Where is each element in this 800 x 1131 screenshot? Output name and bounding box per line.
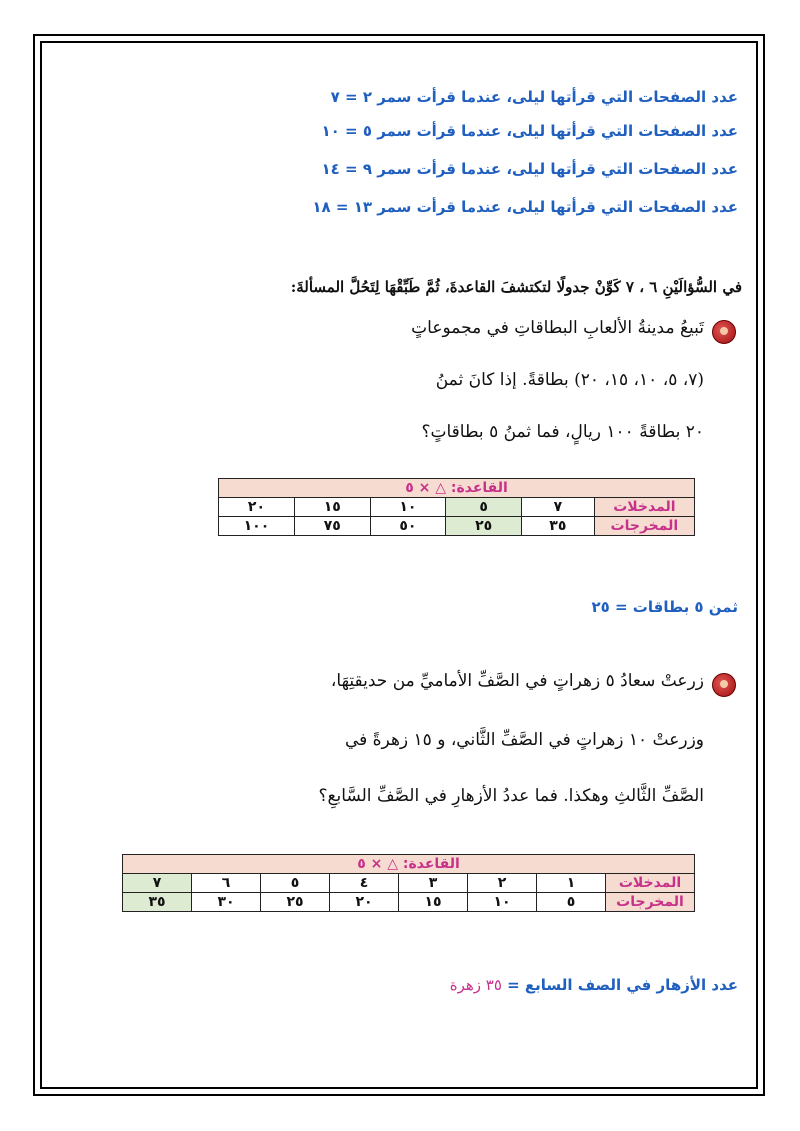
- q6-output-cell: ١٠٠: [219, 517, 295, 536]
- q6-output-cell: ٥٠: [370, 517, 446, 536]
- q7-line-2: وزرعتْ ١٠ زهراتٍ في الصَّفِّ الثَّاني، و ١٥ زهرةً في: [344, 730, 704, 750]
- q6-output-cell: ٣٥: [521, 517, 594, 536]
- q7-rule-table: [122, 854, 695, 912]
- q6-line-2: (٧، ٥، ١٠، ١٥، ٢٠) بطاقةً. إذا كانَ ثمنُ: [435, 370, 704, 390]
- q7-rule-header: القاعدة: △ × ٥: [123, 855, 695, 874]
- q7-input-cell: ٧: [123, 874, 192, 893]
- q6-input-cell: ١٥: [294, 498, 370, 517]
- q7-input-cell: ٥: [261, 874, 330, 893]
- q7-output-cell: ٥: [537, 893, 606, 912]
- q7-line-3: الصَّفِّ الثَّالثِ وهكذا. فما عددُ الأزهارِ في الصَّفِّ السَّابعِ؟: [318, 786, 704, 806]
- q7-answer: [450, 976, 738, 994]
- answer-line-4: عدد الصفحات التي قرأتها ليلى، عندما قرأت سمر ١٣ = ١٨: [312, 198, 738, 216]
- q6-answer: ثمن ٥ بطاقات = ٢٥: [591, 598, 738, 616]
- q6-outputs-label: المخرجات: [594, 517, 694, 536]
- q7-output-cell: ١٥: [399, 893, 468, 912]
- q7-input-cell: ١: [537, 874, 606, 893]
- q7-input-cell: ٢: [468, 874, 537, 893]
- q6-inputs-label: المدخلات: [594, 498, 694, 517]
- question-7-bullet-icon: [712, 673, 736, 697]
- q6-input-cell: ١٠: [370, 498, 446, 517]
- q7-answer-text: عدد الأزهار في الصف السابع =: [501, 976, 738, 994]
- question-6-bullet-icon: [712, 320, 736, 344]
- instruction-text: في السُّؤالَيْنِ ٦ ، ٧ كَوِّنْ جدولًا لتكتشفَ القاعدةَ، ثُمَّ طَبِّقْهَا لِتَحُلَّ المسألةَ:: [290, 278, 742, 296]
- answer-line-1: عدد الصفحات التي قرأتها ليلى، عندما قرأت سمر ٢ = ٧: [330, 88, 738, 106]
- q7-inputs-label: المدخلات: [606, 874, 695, 893]
- q6-rule-header: القاعدة: △ × ٥: [219, 479, 695, 498]
- q7-output-cell: ١٠: [468, 893, 537, 912]
- q7-answer-value: ٣٥ زهرة: [449, 976, 502, 994]
- q6-output-cell: ٧٥: [294, 517, 370, 536]
- q7-input-cell: ٤: [330, 874, 399, 893]
- q6-line-1: تَبيعُ مدينةُ الألعابِ البطاقاتِ في مجموعاتٍ: [411, 318, 704, 338]
- q7-output-cell: ٢٥: [261, 893, 330, 912]
- q6-rule-table: [218, 478, 695, 536]
- q7-line-1: زرعتْ سعادُ ٥ زهراتٍ في الصَّفِّ الأماميِّ من حديقتِهَا،: [330, 671, 704, 691]
- q7-output-cell: ٣٥: [123, 893, 192, 912]
- q7-output-cell: ٣٠: [192, 893, 261, 912]
- q6-output-cell: ٢٥: [446, 517, 522, 536]
- q6-input-cell: ٢٠: [219, 498, 295, 517]
- q7-outputs-label: المخرجات: [606, 893, 695, 912]
- q6-line-3: ٢٠ بطاقةً ١٠٠ ريالٍ، فما ثمنُ ٥ بطاقاتٍ؟: [421, 422, 704, 442]
- q7-input-cell: ٣: [399, 874, 468, 893]
- q6-input-cell: ٥: [446, 498, 522, 517]
- q7-output-cell: ٢٠: [330, 893, 399, 912]
- answer-line-3: عدد الصفحات التي قرأتها ليلى، عندما قرأت سمر ٩ = ١٤: [321, 160, 738, 178]
- q6-input-cell: ٧: [521, 498, 594, 517]
- q7-input-cell: ٦: [192, 874, 261, 893]
- answer-line-2: عدد الصفحات التي قرأتها ليلى، عندما قرأت سمر ٥ = ١٠: [321, 122, 738, 140]
